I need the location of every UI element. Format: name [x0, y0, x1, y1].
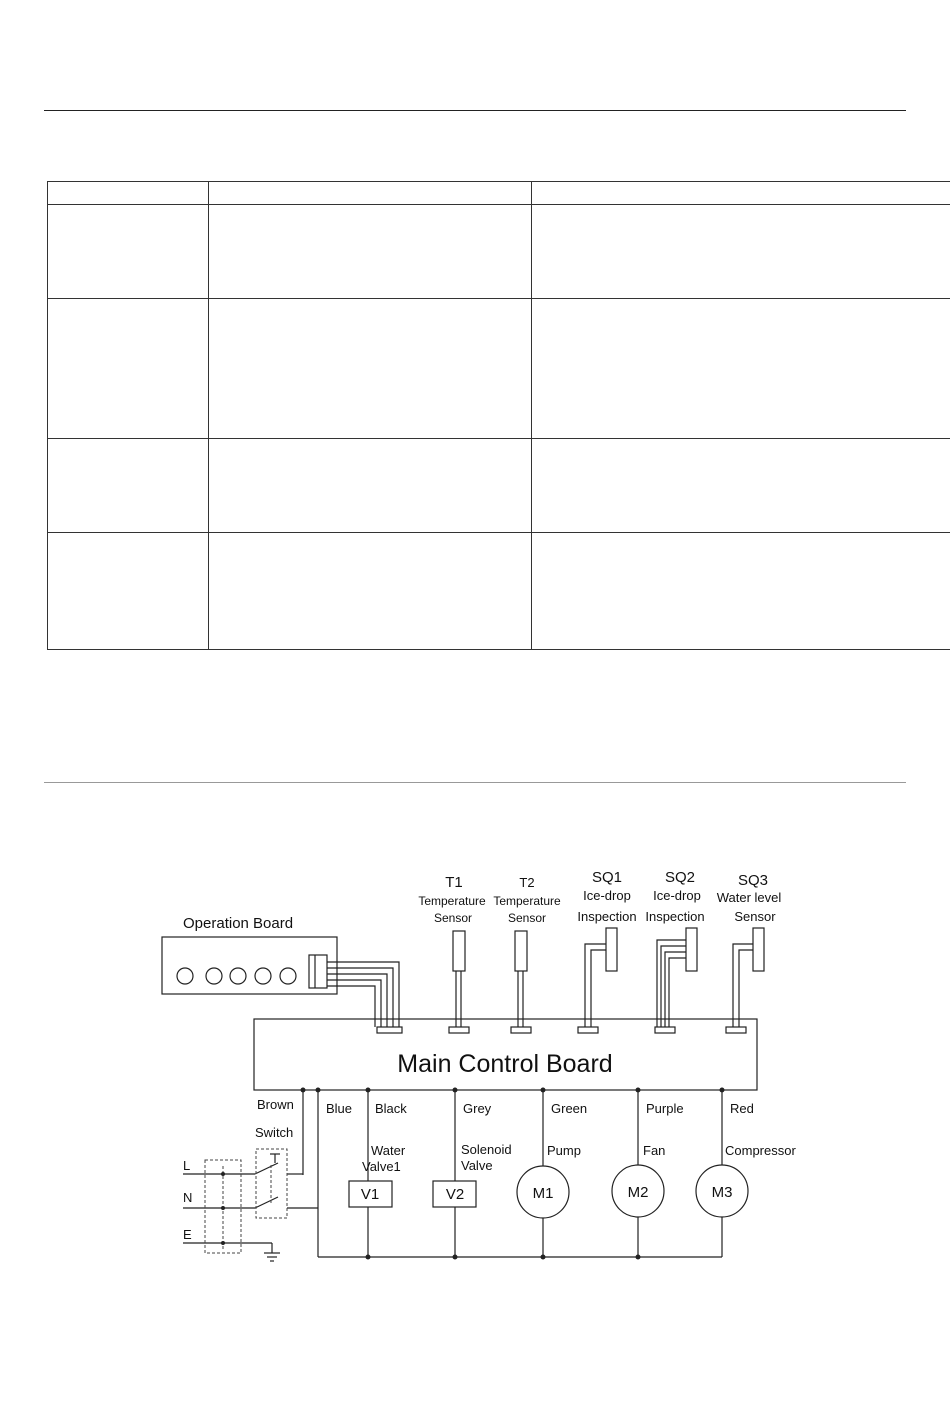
- v2-name-line1: Solenoid: [461, 1142, 512, 1157]
- sq2-name: Ice-drop: [653, 888, 701, 903]
- v1-code: V1: [360, 1186, 380, 1203]
- sq1-name: Ice-drop: [583, 888, 631, 903]
- v1-name-line1: Water: [371, 1143, 406, 1158]
- m3-name: Compressor: [725, 1143, 796, 1158]
- sq3-name: Water level: [716, 890, 782, 905]
- t2-sensor-probe: [515, 931, 527, 971]
- sq1-sensor: [606, 928, 617, 971]
- t2-name: Temperature: [493, 894, 561, 908]
- sq2-code: SQ2: [664, 869, 696, 886]
- switch-housing: [256, 1149, 287, 1218]
- wire-grey-label: Grey: [463, 1101, 492, 1116]
- m3-code: M3: [711, 1184, 733, 1201]
- t2-code: T2: [519, 875, 535, 890]
- switch-label: Switch: [255, 1125, 294, 1140]
- t1-sensor-probe: [453, 931, 465, 971]
- m2-name: Fan: [643, 1143, 666, 1158]
- sq2-sensor: [686, 928, 697, 971]
- sq3-code: SQ3: [737, 872, 769, 889]
- operation-board-label: Operation Board: [183, 915, 294, 932]
- m1-name: Pump: [547, 1143, 581, 1158]
- terminal-l-label: L: [183, 1158, 191, 1173]
- wire-blue-label: Blue: [326, 1101, 353, 1116]
- wire-purple-label: Purple: [646, 1101, 684, 1116]
- sq1-type: Inspection: [577, 909, 637, 924]
- wire-black-label: Black: [375, 1101, 407, 1116]
- t1-code: T1: [445, 874, 463, 891]
- v2-code: V2: [445, 1186, 465, 1203]
- wire-red-label: Red: [730, 1101, 754, 1116]
- wire-brown-label: Brown: [257, 1097, 294, 1112]
- terminal-n-label: N: [183, 1190, 193, 1205]
- sq3-type: Sensor: [734, 909, 776, 924]
- t2-type: Sensor: [507, 911, 547, 925]
- wire-green-label: Green: [551, 1101, 588, 1116]
- main-board-label: Main Control Board: [397, 1050, 613, 1078]
- m1-code: M1: [532, 1185, 554, 1202]
- m2-code: M2: [627, 1184, 649, 1201]
- v2-name-line2: Valve: [461, 1158, 493, 1173]
- sq1-code: SQ1: [591, 869, 623, 886]
- sq3-sensor: [753, 928, 764, 971]
- operation-board: [162, 937, 337, 994]
- t1-type: Sensor: [433, 911, 473, 925]
- terminal-e-label: E: [183, 1227, 192, 1242]
- v1-name-line2: Valve1: [362, 1159, 401, 1174]
- sq2-type: Inspection: [645, 909, 705, 924]
- t1-name: Temperature: [418, 894, 486, 908]
